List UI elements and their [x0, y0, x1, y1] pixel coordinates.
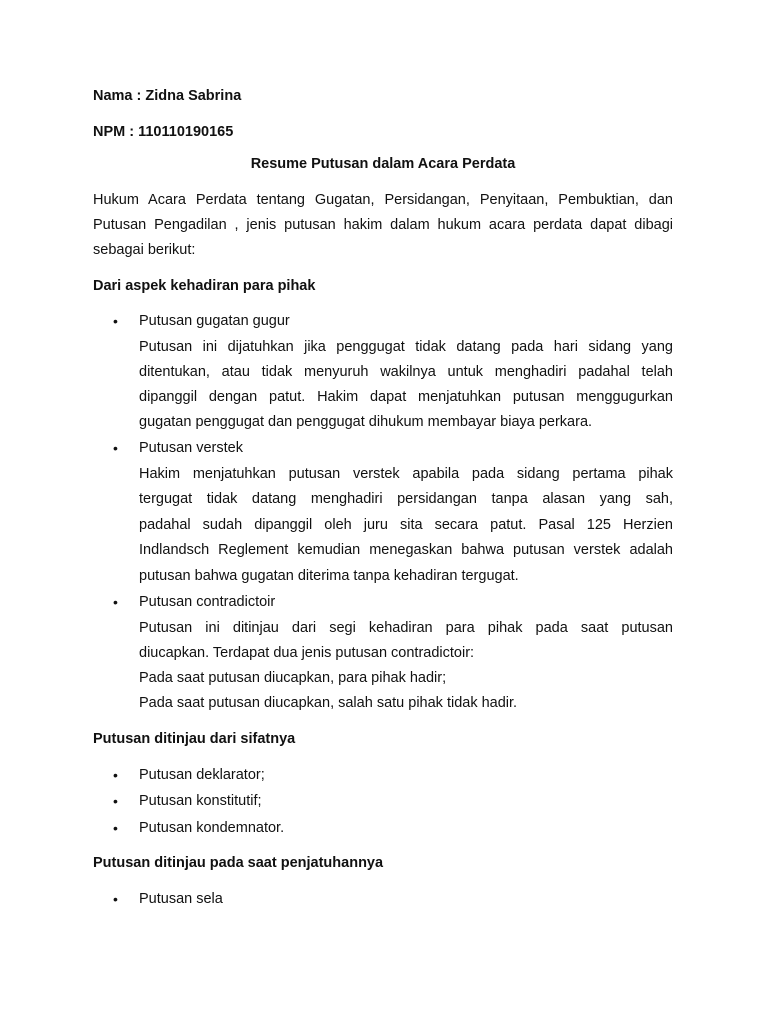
- bullet-icon: •: [113, 793, 118, 809]
- item-text-line: tergugat tidak datang menghadiri persidangan tanpa alasan yang sah,: [139, 491, 673, 507]
- intro-line: Putusan Pengadilan , jenis putusan hakim dalam hukum acara perdata dapat dibagi: [93, 217, 673, 233]
- item-text-line: padahal sudah dipanggil oleh juru sita secara patut. Pasal 125 Herzien: [139, 517, 673, 533]
- bullet-icon: •: [113, 820, 118, 836]
- intro-line: Hukum Acara Perdata tentang Gugatan, Persidangan, Penyitaan, Pembuktian, dan: [93, 192, 673, 208]
- bullet-icon: •: [113, 440, 118, 456]
- bullet-icon: •: [113, 594, 118, 610]
- item-text-line: putusan bahwa gugatan diterima tanpa kehadiran tergugat.: [139, 568, 519, 584]
- student-npm: NPM : 110110190165: [93, 124, 234, 140]
- document-title: Resume Putusan dalam Acara Perdata: [250, 156, 516, 172]
- list-item-title: Putusan deklarator;: [139, 767, 265, 783]
- list-item-title: Putusan verstek: [139, 440, 243, 456]
- item-text-line: Putusan ini ditinjau dari segi kehadiran para pihak pada saat putusan: [139, 620, 673, 636]
- intro-line: sebagai berikut:: [93, 242, 196, 258]
- list-item-title: Putusan konstitutif;: [139, 793, 262, 809]
- item-text-line: Indlandsch Reglement kemudian menegaskan bahwa putusan verstek adalah: [139, 542, 673, 558]
- list-item-title: Putusan kondemnator.: [139, 820, 285, 836]
- item-text-line: gugatan penggugat dan penggugat dihukum membayar biaya perkara.: [139, 414, 593, 430]
- item-text-line: Putusan ini dijatuhkan jika penggugat tidak datang pada hari sidang yang: [139, 339, 673, 355]
- item-text-line: ditentukan, atau tidak menyuruh wakilnya untuk menghadiri padahal telah: [139, 364, 673, 380]
- item-text-line: Pada saat putusan diucapkan, salah satu pihak tidak hadir.: [139, 695, 518, 711]
- bullet-icon: •: [113, 313, 118, 329]
- list-item-title: Putusan sela: [139, 891, 223, 907]
- bullet-icon: •: [113, 767, 118, 783]
- student-name: Nama : Zidna Sabrina: [93, 88, 242, 104]
- list-item-title: Putusan contradictoir: [139, 594, 276, 610]
- item-text-line: dipanggil dengan patut. Hakim dapat menjatuhkan putusan menggugurkan: [139, 389, 673, 405]
- list-item-title: Putusan gugatan gugur: [139, 313, 290, 329]
- section-heading: Dari aspek kehadiran para pihak: [93, 278, 316, 294]
- item-text-line: Hakim menjatuhkan putusan verstek apabila pada sidang pertama pihak: [139, 466, 673, 482]
- item-text-line: Pada saat putusan diucapkan, para pihak hadir;: [139, 670, 447, 686]
- section-heading: Putusan ditinjau dari sifatnya: [93, 731, 296, 747]
- item-text-line: diucapkan. Terdapat dua jenis putusan contradictoir:: [139, 645, 475, 661]
- section-heading: Putusan ditinjau pada saat penjatuhannya: [93, 855, 384, 871]
- bullet-icon: •: [113, 891, 118, 907]
